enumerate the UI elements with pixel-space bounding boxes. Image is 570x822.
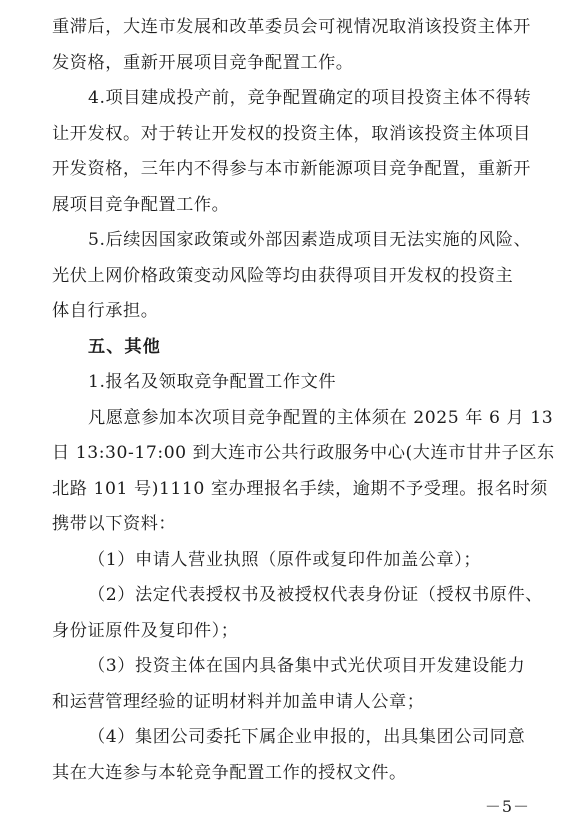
list-item-2: （2）法定代表授权书及被授权代表身份证（授权书原件、 — [88, 585, 543, 605]
body-line: 日 13:30-17:00 到大连市公共行政服务中心(大连市甘井子区东 — [52, 443, 555, 463]
body-line: 和运营管理经验的证明材料并加盖申请人公章； — [52, 691, 425, 712]
body-line: 体自行承担。 — [52, 301, 159, 321]
list-item-1: （1）申请人营业执照（原件或复印件加盖公章）； — [88, 549, 482, 570]
body-line: 北路 101 号)1110 室办理报名手续，逾期不予受理。报名时须 — [52, 478, 548, 499]
body-line: 重滞后，大连市发展和改革委员会可视情况取消该投资主体开 — [52, 17, 531, 37]
page-number: －5－ — [484, 797, 530, 816]
body-line: 携带以下资料： — [52, 514, 177, 534]
subsection-heading-registration: 1.报名及领取竞争配置工作文件 — [88, 372, 337, 392]
clause-4-start: 4.项目建成投产前，竞争配置确定的项目投资主体不得转 — [88, 88, 532, 108]
body-line: 光伏上网价格政策变动风险等均由获得项目开发权的投资主 — [52, 265, 514, 286]
body-line: 让开发权。对于转让开发权的投资主体，取消该投资主体项目 — [52, 123, 531, 144]
body-line: 发资格，重新开展项目竞争配置工作。 — [52, 52, 354, 73]
list-item-3: （3）投资主体在国内具备集中式光伏项目开发建设能力 — [88, 656, 526, 676]
body-line: 凡愿意参加本次项目竞争配置的主体须在 2025 年 6 月 13 — [88, 407, 554, 428]
clause-5-start: 5.后续因国家政策或外部因素造成项目无法实施的风险、 — [88, 230, 532, 250]
list-item-4: （4）集团公司委托下属企业申报的，出具集团公司同意 — [88, 727, 526, 747]
body-line: 其在大连参与本轮竞争配置工作的授权文件。 — [52, 762, 407, 783]
body-line: 身份证原件及复印件）； — [52, 620, 239, 641]
body-line: 开发资格，三年内不得参与本市新能源项目竞争配置，重新开 — [52, 159, 531, 179]
body-line: 展项目竞争配置工作。 — [52, 194, 230, 215]
section-heading-other: 五、其他 — [88, 336, 161, 357]
